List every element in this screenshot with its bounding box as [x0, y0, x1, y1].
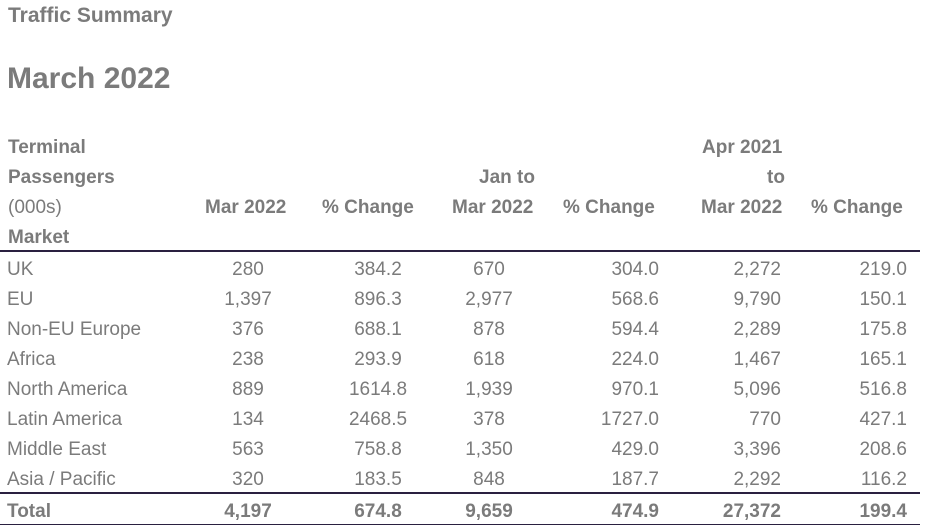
page-title: Traffic Summary: [8, 4, 173, 27]
table-row-3-pct1-cell: 293.9: [354, 349, 402, 370]
table-row-2-mar-cell: 376: [232, 319, 264, 340]
header-pct-change-rolling: % Change: [811, 197, 903, 218]
header-unit: (000s): [8, 197, 62, 218]
header-apr-2021: Apr 2021: [702, 137, 783, 158]
total-row-market-cell: Total: [7, 501, 51, 522]
table-row-2-pct1-cell: 688.1: [354, 319, 402, 340]
table-row-4-pct2-cell: 970.1: [611, 379, 659, 400]
table-row-5-r12-cell: 770: [749, 409, 781, 430]
table-row-7-pct3-cell: 116.2: [860, 469, 907, 490]
table-row-7-ytd-cell: 848: [473, 469, 505, 490]
table-row-3-market-cell: Africa: [7, 349, 56, 370]
header-pct-change-month: % Change: [322, 197, 414, 218]
header-mar-2022: Mar 2022: [205, 197, 287, 218]
table-row-7-mar-cell: 320: [232, 469, 264, 490]
table-row-0-pct3-cell: 219.0: [859, 259, 907, 280]
table-row-6-pct1-cell: 758.8: [354, 439, 402, 460]
table-row-1-r12-cell: 9,790: [733, 289, 781, 310]
table-row-5-pct2-cell: 1727.0: [600, 409, 659, 430]
total-row-mar-cell: 4,197: [224, 501, 272, 522]
table-row-0-pct1-cell: 384.2: [354, 259, 402, 280]
total-row-ytd-cell: 9,659: [465, 501, 513, 522]
table-row-4-r12-cell: 5,096: [733, 379, 781, 400]
table-row-4-pct3-cell: 516.8: [859, 379, 907, 400]
table-row-2-r12-cell: 2,289: [733, 319, 781, 340]
table-row-1-pct2-cell: 568.6: [611, 289, 659, 310]
table-row-4-ytd-cell: 1,939: [465, 379, 513, 400]
table-row-3-pct2-cell: 224.0: [611, 349, 659, 370]
period-heading: March 2022: [7, 62, 171, 95]
table-row-3-pct3-cell: 165.1: [859, 349, 907, 370]
table-row-7-market-cell: Asia / Pacific: [7, 469, 116, 490]
table-row-3-r12-cell: 1,467: [733, 349, 781, 370]
header-apr-mar-2022: Mar 2022: [701, 197, 783, 218]
table-row-1-ytd-cell: 2,977: [465, 289, 513, 310]
header-passengers: Passengers: [8, 167, 115, 188]
table-row-5-pct3-cell: 427.1: [859, 409, 907, 430]
table-row-0-pct2-cell: 304.0: [611, 259, 659, 280]
table-row-3-ytd-cell: 618: [473, 349, 505, 370]
table-row-2-pct2-cell: 594.4: [611, 319, 659, 340]
table-row-1-pct3-cell: 150.1: [859, 289, 907, 310]
table-row-2-market-cell: Non-EU Europe: [7, 319, 142, 340]
table-row-6-mar-cell: 563: [232, 439, 264, 460]
table-row-5-market-cell: Latin America: [7, 409, 123, 430]
table-row-7-r12-cell: 2,292: [733, 469, 781, 490]
table-row-1-market-cell: EU: [7, 289, 34, 310]
table-row-6-market-cell: Middle East: [7, 439, 107, 460]
table-row-0-r12-cell: 2,272: [733, 259, 781, 280]
table-row-1-mar-cell: 1,397: [224, 289, 272, 310]
header-pct-change-ytd: % Change: [563, 197, 655, 218]
table-row-4-mar-cell: 889: [232, 379, 264, 400]
table-row-0-market-cell: UK: [7, 259, 34, 280]
total-row-pct3-cell: 199.4: [859, 501, 907, 522]
table-row-5-mar-cell: 134: [232, 409, 264, 430]
table-row-5-pct1-cell: 2468.5: [348, 409, 408, 430]
table-row-0-ytd-cell: 670: [473, 259, 505, 280]
table-row-3-mar-cell: 238: [232, 349, 264, 370]
table-row-2-ytd-cell: 878: [473, 319, 505, 340]
table-row-1-pct1-cell: 896.3: [354, 289, 402, 310]
header-terminal: Terminal: [8, 137, 86, 158]
total-row-pct2-cell: 474.9: [611, 501, 659, 522]
header-rule: [0, 250, 920, 252]
bottom-rule: [0, 524, 920, 525]
table-row-7-pct1-cell: 183.5: [354, 469, 402, 490]
total-rule: [0, 492, 920, 494]
header-to: to: [767, 167, 785, 188]
table-row-6-ytd-cell: 1,350: [465, 439, 513, 460]
table-row-4-pct1-cell: 1614.8: [348, 379, 408, 400]
table-row-5-ytd-cell: 378: [473, 409, 505, 430]
header-jan-to: Jan to: [479, 167, 535, 188]
header-jan-mar-2022: Mar 2022: [452, 197, 534, 218]
table-row-6-r12-cell: 3,396: [733, 439, 781, 460]
table-row-6-pct3-cell: 208.6: [859, 439, 907, 460]
header-market: Market: [8, 227, 70, 248]
table-row-7-pct2-cell: 187.7: [611, 469, 659, 490]
total-row-pct1-cell: 674.8: [354, 501, 402, 522]
table-row-0-mar-cell: 280: [232, 259, 264, 280]
table-row-6-pct2-cell: 429.0: [611, 439, 659, 460]
table-row-4-market-cell: North America: [7, 379, 128, 400]
total-row-r12-cell: 27,372: [722, 501, 781, 522]
table-row-2-pct3-cell: 175.8: [859, 319, 907, 340]
